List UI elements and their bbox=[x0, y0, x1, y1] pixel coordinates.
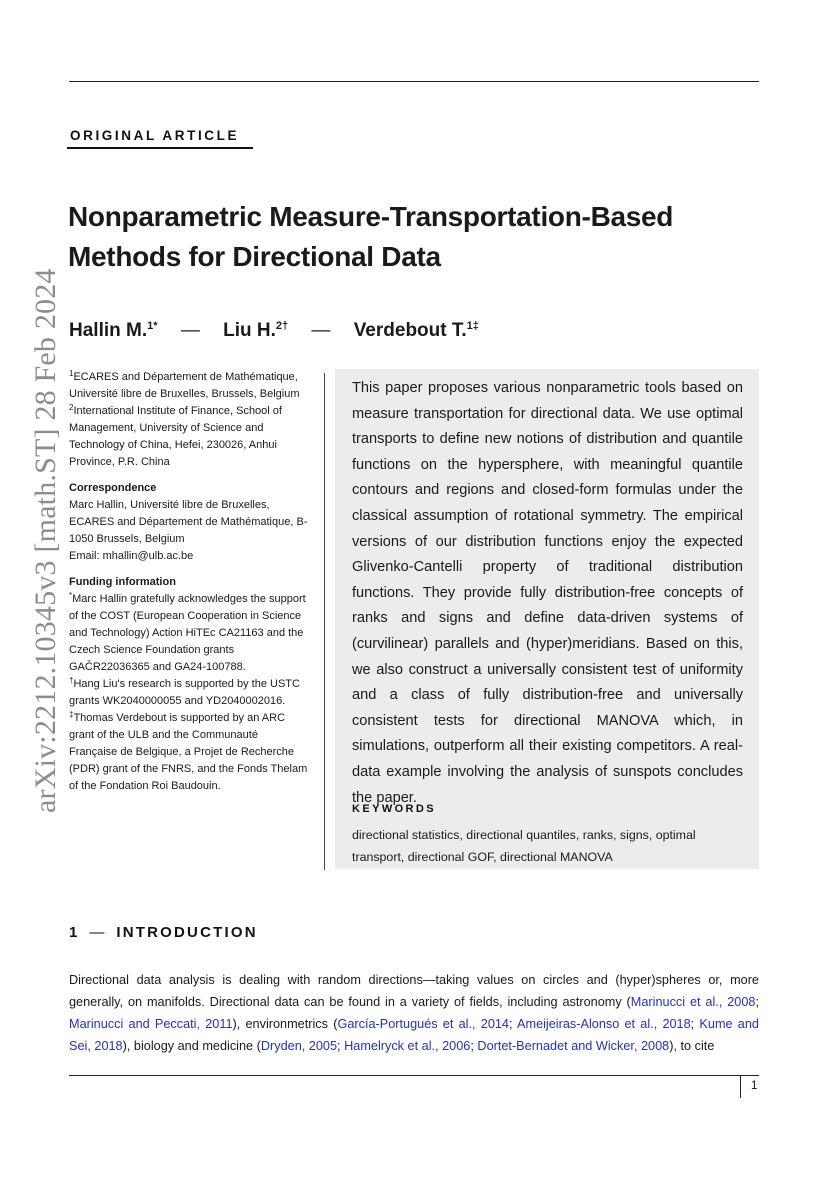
citation-link[interactable]: Marinucci and Peccati, 2011 bbox=[69, 1017, 233, 1031]
author-marks: 1* bbox=[147, 320, 158, 332]
funding-mark: † bbox=[69, 676, 74, 685]
author-name: Liu H. bbox=[223, 320, 276, 341]
sidebar-divider bbox=[324, 373, 325, 870]
funding-heading: Funding information bbox=[69, 576, 176, 588]
citation-separator: ; bbox=[755, 995, 759, 1009]
title-line-2: Methods for Directional Data bbox=[68, 241, 441, 272]
body-text: Directional data analysis is dealing with random directions—taking values on circles and (hyper)spheres or, more generally, on manifolds. Directional data can be found in a variety of fields, including astronomy ( bbox=[69, 973, 759, 1009]
page-number-divider bbox=[740, 1076, 741, 1098]
citation-link[interactable]: Dortet-Bernadet and Wicker, 2008 bbox=[477, 1039, 670, 1053]
body-text: ), environmetrics ( bbox=[232, 1017, 338, 1031]
author-marks: 2† bbox=[275, 320, 289, 332]
funding-text: Hang Liu's research is supported by the USTC grants WK2040000055 and YD2040002016. bbox=[69, 678, 300, 707]
article-type-underline bbox=[67, 147, 253, 149]
intro-paragraph bbox=[69, 969, 759, 1057]
correspondence-email: Email: mhallin@ulb.ac.be bbox=[69, 550, 194, 562]
citation-link[interactable]: Marinucci et al., 2008 bbox=[630, 995, 756, 1009]
affiliation-text: International Institute of Finance, School of Management, University of Science and Technology of China, Hefei, 230026, Anhui Province, P.R. China bbox=[69, 405, 282, 468]
affiliation-mark: 1 bbox=[69, 369, 74, 378]
title-line-1: Nonparametric Measure-Transportation-Based bbox=[68, 201, 674, 232]
sidebar-metadata bbox=[69, 369, 309, 795]
citation-separator: ; bbox=[337, 1039, 345, 1053]
keywords-label: KEYWORDS bbox=[352, 803, 436, 815]
funding-text: Thomas Verdebout is supported by an ARC grant of the ULB and the Communauté Française de Belgique, a Projet de Recherche (PDR) grant of the FNRS, and the Fonds Thelam of the Fondation Roi Baudouin. bbox=[69, 712, 308, 792]
author-name: Hallin M. bbox=[69, 320, 148, 341]
affiliation-mark: 2 bbox=[69, 403, 74, 412]
affiliation bbox=[69, 369, 309, 403]
abstract-box bbox=[335, 369, 759, 869]
author-name: Verdebout T. bbox=[353, 320, 467, 341]
correspondence-text: Marc Hallin, Université libre de Bruxelles, ECARES and Département de Mathématique, B-1050 Brussels, Belgium bbox=[69, 499, 308, 545]
section-number: 1 bbox=[69, 924, 78, 941]
citation-separator: ; bbox=[508, 1017, 518, 1031]
section-title: INTRODUCTION bbox=[116, 924, 258, 941]
section-dash: — bbox=[89, 924, 105, 941]
funding-mark: ‡ bbox=[69, 710, 74, 719]
body-text: ), biology and medicine ( bbox=[122, 1039, 261, 1053]
citation-separator: ; bbox=[470, 1039, 478, 1053]
footer-rule bbox=[69, 1075, 759, 1076]
author-marks: 1‡ bbox=[466, 320, 479, 332]
citation-link[interactable]: Hamelryck et al., 2006 bbox=[344, 1039, 471, 1053]
citation-separator: ; bbox=[690, 1017, 700, 1031]
article-type-label: ORIGINAL ARTICLE bbox=[70, 128, 240, 143]
correspondence-heading: Correspondence bbox=[69, 482, 157, 494]
author-separator: — bbox=[180, 320, 200, 341]
author-list bbox=[69, 320, 479, 342]
section-heading bbox=[69, 924, 258, 941]
affiliation-text: ECARES and Département de Mathématique, Université libre de Bruxelles, Brussels, Belgium bbox=[69, 371, 300, 400]
keywords-text: directional statistics, directional quantiles, ranks, signs, optimal transport, directional GOF, directional MANOVA bbox=[352, 828, 696, 864]
body-text: ), to cite bbox=[669, 1039, 715, 1053]
top-rule bbox=[69, 81, 759, 82]
citation-link[interactable]: Ameijeiras-Alonso et al., 2018 bbox=[517, 1017, 691, 1031]
abstract-text: This paper proposes various nonparametric tools based on measure transportation for directional data. We use optimal transports to define new notions of distribution and quantile functions on the hypersphere, with meaningful quantile contours and regions and closed-form formulas under the classical assumption of rotational symmetry. The empirical versions of our distribution functions enjoy the expected Glivenko-Cantelli property of traditional distribution functions. They provide fully distribution-free concepts of ranks and signs and define data-driven systems of (curvilinear) parallels and (hyper)meridians. Based on this, we also construct a universally consistent test of uniformity and a class of fully distribution-free and universally consistent tests for directional MANOVA which, in simulations, outperform all their existing competitors. A real-data example involving the analysis of sunspots concludes the paper. bbox=[352, 380, 743, 806]
citation-link[interactable]: García-Portugués et al., 2014 bbox=[337, 1017, 509, 1031]
funding-item bbox=[69, 676, 309, 710]
paper-title bbox=[68, 197, 768, 277]
affiliation bbox=[69, 403, 309, 471]
funding-item bbox=[69, 591, 309, 676]
arxiv-stamp: arXiv:2212.10345v3 [math.ST] 28 Feb 2024 bbox=[29, 268, 62, 813]
funding-item bbox=[69, 710, 309, 795]
author-separator: — bbox=[311, 320, 331, 341]
funding-text: Marc Hallin gratefully acknowledges the support of the COST (European Cooperation in Science and Technology) Action HiTEc CA21163 and the Czech Science Foundation grants GAČR22036365 and GA24-100788. bbox=[69, 593, 306, 673]
citation-link[interactable]: Dryden, 2005 bbox=[260, 1039, 338, 1053]
citation-link[interactable]: Kume and Sei, 2018 bbox=[69, 1017, 759, 1053]
page-number: 1 bbox=[751, 1080, 758, 1092]
funding-mark: * bbox=[69, 591, 73, 600]
